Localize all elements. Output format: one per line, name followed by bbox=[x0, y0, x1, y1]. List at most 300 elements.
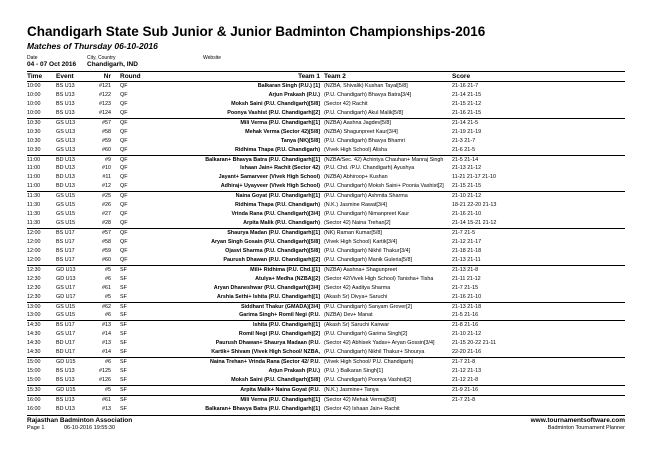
match-number: #59 bbox=[102, 247, 111, 254]
match-number: #121 bbox=[99, 83, 111, 89]
match-team1: Ishaan Jain+ Rachit (Sector 42) bbox=[240, 165, 320, 172]
table-row bbox=[27, 238, 625, 247]
match-round: QF bbox=[120, 91, 128, 98]
match-team2: (NZBA) Shagunpreet Kaur[3/4] bbox=[324, 128, 398, 135]
table-row bbox=[27, 293, 625, 302]
match-score: 21-18 21-18 bbox=[452, 247, 482, 254]
match-time: 12:00 bbox=[27, 247, 41, 254]
match-time: 14:30 bbox=[27, 331, 41, 338]
match-round: QF bbox=[120, 83, 128, 89]
match-team1: Siddhant Thakur (GMADA)[3/4] bbox=[240, 303, 320, 310]
match-event: GD U15 bbox=[56, 386, 76, 393]
match-team2: (P.U. Chandigarh) Ashmita Sharma bbox=[324, 193, 408, 200]
match-score: 21-10 21-12 bbox=[452, 193, 482, 200]
match-number: #13 bbox=[102, 322, 111, 329]
table-row bbox=[27, 284, 625, 293]
match-table bbox=[27, 82, 625, 414]
match-time: 10:00 bbox=[27, 91, 41, 98]
match-number: #5 bbox=[105, 266, 111, 273]
match-number: #12 bbox=[102, 183, 111, 190]
match-time: 11:30 bbox=[27, 211, 41, 218]
match-team2: (P.U. Chandigarh) Poonya Vashist[2] bbox=[324, 377, 412, 383]
match-round: SF bbox=[120, 368, 127, 375]
match-time: 14:30 bbox=[27, 340, 41, 347]
match-number: #122 bbox=[99, 91, 111, 98]
tournament-meta bbox=[27, 55, 625, 71]
table-row bbox=[27, 155, 625, 165]
match-team1: Mehak Verma (Sector 42)[5/8] bbox=[245, 128, 320, 135]
match-team2: (Akash Sr) Divya+ Saruchi bbox=[324, 293, 388, 300]
table-row bbox=[27, 137, 625, 146]
match-score: 21-5 21-14 bbox=[452, 156, 479, 163]
match-number: #13 bbox=[102, 340, 111, 347]
match-team2: (P.U. Chandigarh) Akul Malik[5/8] bbox=[324, 109, 403, 116]
match-team1: Balkaran+ Bhavya Batra (P.U. Chandigarh)[1] bbox=[205, 156, 320, 163]
match-event: BD U13 bbox=[56, 165, 75, 172]
match-event: BS U13 bbox=[56, 368, 75, 375]
match-score: 21-15 21-15 bbox=[452, 183, 482, 190]
page-footer bbox=[27, 415, 625, 432]
match-score: 22-20 21-16 bbox=[452, 349, 482, 356]
match-round: SF bbox=[120, 386, 127, 393]
match-event: BS U13 bbox=[56, 83, 75, 89]
table-row bbox=[27, 311, 625, 320]
match-event: BD U13 bbox=[56, 405, 75, 412]
footer-organization: Rajasthan Badminton Association bbox=[27, 417, 133, 424]
match-team2: (N.K.) Jasmine Rawat[3/4] bbox=[324, 202, 387, 209]
match-team1: Mili+ Ridhima (P.U. Chd.)[1] bbox=[250, 266, 320, 273]
table-row bbox=[27, 339, 625, 348]
match-round: QF bbox=[120, 247, 128, 254]
match-team2: (Vivek High School) Alisha bbox=[324, 146, 388, 153]
match-score: 21-8 21-16 bbox=[452, 322, 479, 329]
match-number: #28 bbox=[102, 220, 111, 227]
match-score: 21-16 21-10 bbox=[452, 293, 482, 300]
match-number: #123 bbox=[99, 100, 111, 107]
match-event: GS U15 bbox=[56, 312, 76, 319]
column-header-team1: Team 1 bbox=[298, 73, 320, 80]
match-team1: Adhiraj+ Uyayveer (Vivek High School) bbox=[220, 183, 320, 190]
table-row bbox=[27, 146, 625, 155]
match-team2: (P.U. Chandigarh) Garima Singh[2] bbox=[324, 331, 408, 338]
match-time: 10:00 bbox=[27, 100, 41, 107]
match-team2: (P.U. Chandigarh) Sanyam Grover[2] bbox=[324, 303, 412, 310]
table-row bbox=[27, 109, 625, 118]
match-team1: Moksh Saini (P.U. Chandigarh)[5/8] bbox=[231, 100, 320, 107]
match-score: 21-13 21-12 bbox=[452, 165, 482, 172]
match-event: GD U17 bbox=[56, 293, 76, 300]
match-team1: Vrinda Rana (P.U. Chandigarh)[3/4] bbox=[231, 211, 320, 218]
match-event: BS U13 bbox=[56, 377, 75, 383]
match-event: GS U17 bbox=[56, 284, 76, 291]
match-team1: Mili Verma (P.U. Chandigarh)[1] bbox=[240, 396, 320, 403]
match-team1: Jayant+ Samarveer (Vivek High School) bbox=[218, 174, 320, 181]
match-team2: (NK) Raman Kumar[5/8] bbox=[324, 230, 382, 236]
match-time: 12:30 bbox=[27, 293, 41, 300]
table-row bbox=[27, 405, 625, 414]
match-round: QF bbox=[120, 128, 128, 135]
match-event: GS U13 bbox=[56, 128, 76, 135]
match-event: GD U13 bbox=[56, 275, 76, 282]
match-score: 21-7 21-15 bbox=[452, 284, 479, 291]
match-time: 15:00 bbox=[27, 368, 41, 375]
match-team2: (NZBA) Dev+ Manat bbox=[324, 312, 373, 319]
match-time: 11:30 bbox=[27, 220, 41, 227]
match-event: GS U15 bbox=[56, 211, 76, 218]
match-time: 12:00 bbox=[27, 238, 41, 245]
column-header-row bbox=[27, 71, 625, 82]
match-team1: Naina Trehan+ Vrinda Rana (Sector 42/ P.U. bbox=[209, 359, 320, 366]
table-row bbox=[27, 91, 625, 100]
match-number: #13 bbox=[102, 405, 111, 412]
match-event: BS U17 bbox=[56, 322, 75, 329]
match-round: QF bbox=[120, 220, 128, 227]
match-event: BD U13 bbox=[56, 183, 75, 190]
match-score: 21-14 15-21 21-12 bbox=[452, 220, 497, 227]
table-row bbox=[27, 118, 625, 128]
match-score: 21-19 21-19 bbox=[452, 128, 482, 135]
match-team1: Tanya (NK)[5/8] bbox=[280, 137, 320, 144]
match-team2: (P.U. Chd. /P.U. Chandigarh) Ayushya bbox=[324, 165, 415, 172]
match-time: 11:30 bbox=[27, 193, 41, 200]
match-event: BS U17 bbox=[56, 230, 75, 236]
match-round: QF bbox=[120, 256, 128, 263]
match-time: 16:00 bbox=[27, 396, 41, 403]
table-row bbox=[27, 385, 625, 395]
match-event: BS U13 bbox=[56, 91, 75, 98]
match-team1: Ridhima Thapa (P.U. Chandigarh) bbox=[235, 146, 320, 153]
match-team1: Ridhima Thapa (P.U. Chandigarh) bbox=[235, 202, 320, 209]
table-row bbox=[27, 275, 625, 284]
match-score: 21-14 21-5 bbox=[452, 119, 479, 126]
match-score: 21-15 20-22 21-11 bbox=[452, 340, 496, 347]
column-header-round: Round bbox=[120, 73, 141, 80]
match-number: #9 bbox=[105, 156, 111, 163]
table-row bbox=[27, 247, 625, 256]
match-team1: Kartik+ Shivam (Vivek High School/ NZBA, bbox=[211, 349, 320, 356]
match-team2: (Vivek High School/ P.U. Chandigarh) bbox=[324, 359, 414, 366]
date-label: Date bbox=[27, 55, 38, 61]
footer-product: Badminton Tournament Planner bbox=[547, 425, 625, 431]
match-team2: (N.K.) Jasmine+ Tanya bbox=[324, 386, 379, 393]
match-score: 21-14 21-15 bbox=[452, 91, 482, 98]
match-round: QF bbox=[120, 183, 128, 190]
match-score: 21-11 21-12 bbox=[452, 275, 481, 282]
match-round: QF bbox=[120, 156, 128, 163]
match-team1: Ishita (P.U. Chandigarh)[1] bbox=[253, 322, 320, 329]
match-round: SF bbox=[120, 303, 127, 310]
match-team1: Arshia Sethi+ Ishita (P.U. Chandigarh)[1] bbox=[216, 293, 320, 300]
match-event: BD U17 bbox=[56, 340, 75, 347]
match-score: 21-7 21-8 bbox=[452, 396, 476, 403]
match-event: BD U13 bbox=[56, 156, 75, 163]
match-time: 12:00 bbox=[27, 256, 41, 263]
match-event: GD U15 bbox=[56, 359, 76, 366]
match-team2: (P.U. ) Balkaran Singh[1] bbox=[324, 368, 383, 375]
match-time: 12:00 bbox=[27, 230, 41, 236]
match-round: SF bbox=[120, 284, 127, 291]
table-row bbox=[27, 100, 625, 109]
match-team2: (P.U. Chandigarh) Bhavya Bhamri bbox=[324, 137, 405, 144]
match-number: #6 bbox=[105, 312, 111, 319]
match-event: BS U17 bbox=[56, 238, 75, 245]
match-team1: Atulya+ Medha (NZBA)[2] bbox=[255, 275, 320, 282]
match-score: 18-21 22-20 21-13 bbox=[452, 202, 497, 209]
match-number: #57 bbox=[102, 119, 111, 126]
match-time: 12:30 bbox=[27, 266, 41, 273]
match-round: QF bbox=[120, 202, 128, 209]
match-time: 12:30 bbox=[27, 275, 41, 282]
match-team2: (Sector 42) Ishaan Jain+ Rachit bbox=[324, 405, 400, 412]
match-round: SF bbox=[120, 396, 127, 403]
match-team1: Arjun Prakash (P.U.) bbox=[268, 368, 320, 375]
match-score: 21-16 21-15 bbox=[452, 109, 482, 116]
footer-printed-timestamp: 06-10-2016 19:55:30 bbox=[63, 425, 116, 431]
match-number: #6 bbox=[105, 275, 111, 282]
match-score: 21-13 21-18 bbox=[452, 303, 482, 310]
match-score: 21-15 21-12 bbox=[452, 100, 482, 107]
match-event: GD U13 bbox=[56, 266, 76, 273]
match-number: #58 bbox=[102, 128, 111, 135]
match-number: #6 bbox=[105, 359, 111, 366]
match-event: BS U13 bbox=[56, 109, 75, 116]
match-team2: (P.U. Chandigarh) Nimanpreet Kaur bbox=[324, 211, 409, 218]
match-team1: Paurush Dhawan (P.U. Chandigarh)[2] bbox=[223, 256, 320, 263]
city-value: Chandigarh, IND bbox=[87, 61, 138, 68]
match-round: SF bbox=[120, 293, 127, 300]
match-event: GS U13 bbox=[56, 119, 76, 126]
match-score: 21-12 21-8 bbox=[452, 377, 479, 383]
page-subtitle: Matches of Thursday 06-10-2016 bbox=[27, 41, 158, 51]
table-row bbox=[27, 330, 625, 339]
match-team2: (Sector 42) Naina Trehan[2] bbox=[324, 220, 391, 227]
match-number: #60 bbox=[102, 146, 111, 153]
match-round: SF bbox=[120, 349, 127, 356]
match-number: #14 bbox=[102, 331, 111, 338]
column-header-event: Event bbox=[56, 73, 74, 80]
match-team2: (P.U. Chandigarh) Manik Guleria[5/8] bbox=[324, 256, 412, 263]
match-team1: Shaurya Madan (P.U. Chandigarh)[1] bbox=[227, 230, 320, 236]
table-row bbox=[27, 82, 625, 91]
match-round: SF bbox=[120, 377, 127, 383]
match-event: BD U17 bbox=[56, 349, 75, 356]
match-round: QF bbox=[120, 146, 128, 153]
match-time: 11:00 bbox=[27, 156, 41, 163]
match-round: QF bbox=[120, 174, 128, 181]
table-row bbox=[27, 173, 625, 182]
match-number: #5 bbox=[105, 386, 111, 393]
match-number: #14 bbox=[102, 349, 111, 356]
match-event: GS U15 bbox=[56, 193, 76, 200]
match-team2: (Sector 42) Abhisek Yadav+ Aryan Gossin[3/4] bbox=[324, 340, 435, 347]
match-number: #26 bbox=[102, 202, 111, 209]
match-time: 13:00 bbox=[27, 303, 41, 310]
match-team1: Mili Verma (P.U. Chandigarh)[1] bbox=[240, 119, 320, 126]
match-event: GS U13 bbox=[56, 137, 76, 144]
match-time: 15:00 bbox=[27, 359, 41, 366]
match-time: 16:00 bbox=[27, 405, 41, 412]
match-score: 21-13 21-11 bbox=[452, 256, 481, 263]
match-event: GS U15 bbox=[56, 202, 76, 209]
match-score: 21-9 21-16 bbox=[452, 386, 479, 393]
match-time: 10:00 bbox=[27, 83, 41, 89]
match-score: 21-6 21-5 bbox=[452, 146, 476, 153]
match-number: #60 bbox=[102, 256, 111, 263]
match-event: GS U17 bbox=[56, 331, 76, 338]
match-team2: (Sector 42/Vivek High School) Tanisha+ Tisha bbox=[324, 275, 434, 282]
match-round: QF bbox=[120, 211, 128, 218]
match-round: QF bbox=[120, 165, 128, 172]
match-time: 15:00 bbox=[27, 377, 41, 383]
match-round: QF bbox=[120, 119, 128, 126]
match-time: 11:00 bbox=[27, 165, 41, 172]
table-row bbox=[27, 357, 625, 367]
match-team2: (P.U. Chandigarh) Moksh Saini+ Poonia Vashist[2] bbox=[324, 183, 444, 190]
match-event: BS U13 bbox=[56, 100, 75, 107]
table-row bbox=[27, 265, 625, 275]
table-row bbox=[27, 191, 625, 201]
city-label: City, Country bbox=[87, 55, 116, 61]
match-score: 21-10 21-12 bbox=[452, 331, 482, 338]
match-score: 21-16 21-10 bbox=[452, 211, 482, 218]
footer-page-number: Page 1 bbox=[27, 425, 45, 431]
match-round: SF bbox=[120, 405, 127, 412]
match-round: SF bbox=[120, 312, 127, 319]
match-score: 21-12 21-13 bbox=[452, 368, 482, 375]
match-team1: Naina Goyat (P.U. Chandigarh)[1] bbox=[235, 193, 320, 200]
match-round: SF bbox=[120, 266, 127, 273]
table-row bbox=[27, 256, 625, 265]
match-round: QF bbox=[120, 230, 128, 236]
match-score: 21-5 21-16 bbox=[452, 312, 479, 319]
table-row bbox=[27, 348, 625, 357]
match-number: #5 bbox=[105, 293, 111, 300]
match-team2: (NZBA, Shivalik) Kushan Tayal[5/8] bbox=[324, 83, 408, 89]
table-row bbox=[27, 128, 625, 137]
match-team2: (Akash Sr) Saruchi Kanwar bbox=[324, 322, 390, 329]
match-team1: Aryan Singh Gosain (P.U. Chandigarh)[5/8] bbox=[211, 238, 320, 245]
match-number: #124 bbox=[99, 109, 111, 116]
match-team1: Arpita Malik (P.U. Chandigarh) bbox=[243, 220, 320, 227]
match-time: 10:30 bbox=[27, 146, 41, 153]
match-team2: (Vivek High School) Kartik[3/4] bbox=[324, 238, 398, 245]
match-round: SF bbox=[120, 359, 127, 366]
match-team1: Arjun Prakash (P.U.) bbox=[268, 91, 320, 98]
table-row bbox=[27, 376, 625, 385]
match-team1: Arpita Malik+ Naina Goyat (P.U. bbox=[240, 386, 320, 393]
table-row bbox=[27, 320, 625, 330]
match-score: 11-21 21-17 21-10 bbox=[452, 174, 496, 181]
match-team2: (P.U. Chandigarh) Nikhil Thakur+ Shourya bbox=[324, 349, 425, 356]
match-round: SF bbox=[120, 331, 127, 338]
match-number: #62 bbox=[102, 303, 111, 310]
match-number: #61 bbox=[102, 396, 111, 403]
page-title: Chandigarh State Sub Junior & Junior Badminton Championships-2016 bbox=[27, 24, 486, 39]
match-event: GS U15 bbox=[56, 220, 76, 227]
match-round: QF bbox=[120, 193, 128, 200]
match-event: BS U13 bbox=[56, 396, 75, 403]
column-header-team2: Team 2 bbox=[324, 73, 346, 80]
table-row bbox=[27, 182, 625, 191]
table-row bbox=[27, 367, 625, 376]
match-team2: (P.U. Chandigarh) Nikhil Thakur[3/4] bbox=[324, 247, 411, 254]
match-score: 21-12 21-17 bbox=[452, 238, 482, 245]
match-time: 10:30 bbox=[27, 128, 41, 135]
table-row bbox=[27, 210, 625, 219]
match-team2: (Sector 42) Aaditya Sharma bbox=[324, 284, 391, 291]
match-time: 13:00 bbox=[27, 312, 41, 319]
match-number: #58 bbox=[102, 238, 111, 245]
match-team2: (NZBA) Abhiroop+ Kushan bbox=[324, 174, 388, 181]
match-team2: (P.U. Chandigarh) Bhavya Batra[3/4] bbox=[324, 91, 412, 98]
match-score: 21-16 21-7 bbox=[452, 83, 479, 89]
match-team1: Aryan Dhaneshwar (P.U. Chandigarh)[3/4] bbox=[213, 284, 320, 291]
match-team2: (NZBA) Aashna+ Shagunpreet bbox=[324, 266, 397, 273]
match-round: QF bbox=[120, 137, 128, 144]
match-time: 11:00 bbox=[27, 183, 41, 190]
date-value: 04 - 07 Oct 2016 bbox=[27, 61, 77, 68]
match-time: 11:00 bbox=[27, 174, 41, 181]
match-time: 10:00 bbox=[27, 109, 41, 116]
match-number: #59 bbox=[102, 137, 111, 144]
match-team1: Garima Singh+ Romil Negi (P.U. bbox=[239, 312, 320, 319]
match-time: 10:30 bbox=[27, 137, 41, 144]
match-round: QF bbox=[120, 100, 128, 107]
match-number: #61 bbox=[102, 284, 111, 291]
match-score: 21-3 21-7 bbox=[452, 137, 476, 144]
match-time: 11:30 bbox=[27, 202, 41, 209]
schedule-page bbox=[27, 24, 625, 414]
match-score: 21-7 21-8 bbox=[452, 359, 476, 366]
match-team2: (Sector 42) Mehak Verma[5/8] bbox=[324, 396, 396, 403]
footer-url: www.tournamentsoftware.com bbox=[530, 417, 625, 424]
match-time: 14:30 bbox=[27, 322, 41, 329]
match-event: BS U17 bbox=[56, 247, 75, 254]
match-round: QF bbox=[120, 109, 128, 116]
match-time: 12:30 bbox=[27, 284, 41, 291]
match-team1: Balkaran+ Bhavya Batra (P.U. Chandigarh)[1] bbox=[205, 405, 320, 412]
table-row bbox=[27, 302, 625, 312]
website-label: Website bbox=[203, 55, 221, 61]
match-number: #25 bbox=[102, 193, 111, 200]
match-team1: Ojasvi Sharma (P.U. Chandigarh)[5/8] bbox=[225, 247, 320, 254]
column-header-score: Score bbox=[452, 73, 471, 80]
match-time: 10:30 bbox=[27, 119, 41, 126]
table-row bbox=[27, 219, 625, 228]
match-score: 21-7 21-5 bbox=[452, 230, 476, 236]
match-score: 21-13 21-8 bbox=[452, 266, 479, 273]
match-round: SF bbox=[120, 275, 127, 282]
match-team1: Poonya Vashist (P.U. Chandigarh)[2] bbox=[227, 109, 320, 116]
match-event: BD U13 bbox=[56, 174, 75, 181]
match-event: BS U17 bbox=[56, 256, 75, 263]
table-row bbox=[27, 395, 625, 405]
match-team1: Paurush Dhawan+ Shaurya Madaan (P.U. bbox=[215, 340, 320, 347]
match-round: SF bbox=[120, 322, 127, 329]
match-team2: (NZBA/Sec. 42) Achintya Chauhan+ Manraj Singh bbox=[324, 156, 444, 163]
match-number: #27 bbox=[102, 211, 111, 218]
match-time: 14:30 bbox=[27, 349, 41, 356]
match-round: SF bbox=[120, 340, 127, 347]
match-number: #10 bbox=[102, 165, 111, 172]
match-time: 15:30 bbox=[27, 386, 41, 393]
match-round: QF bbox=[120, 238, 128, 245]
table-row bbox=[27, 228, 625, 238]
footer-right bbox=[531, 417, 625, 432]
match-team1: Moksh Saini (P.U. Chandigarh)[5/8] bbox=[231, 377, 320, 383]
table-row bbox=[27, 201, 625, 210]
match-number: #125 bbox=[99, 368, 111, 375]
